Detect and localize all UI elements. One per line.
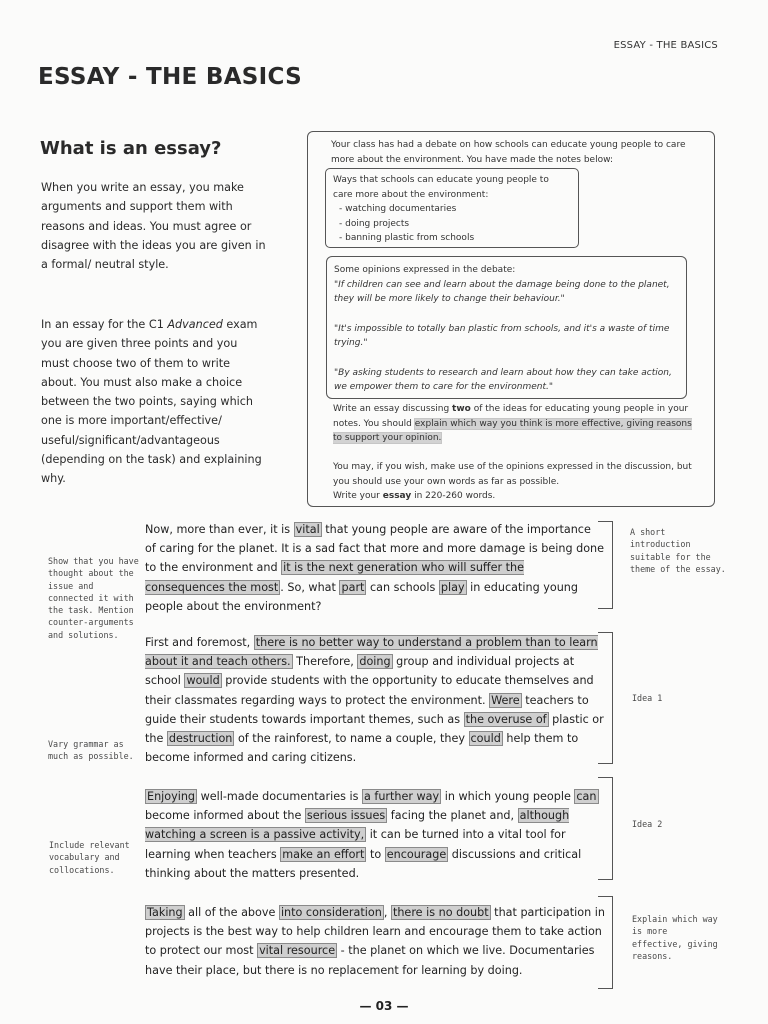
essay-paragraph-idea-2: Enjoying well-made documentaries is a further way in which young people can become informed about the serious issues facing the planet and, although watching a screen is a passive activity, it can be turned into a vital tool for learning when teachers make an effort to encourage discussions and critical thinking about the matters presented. — [145, 790, 597, 880]
notes-item: - watching documentaries — [333, 202, 571, 217]
highlighted-phrase: make an effort — [282, 847, 365, 861]
opinion-quote: "If children can see and learn about the damage being done to the planet, they will be more likely to change their behaviour." — [334, 279, 670, 304]
highlighted-phrase: although watching a screen is a passive activity, — [145, 809, 570, 842]
task-intro: Your class has had a debate on how schools can educate young people to care more about the environment. You have made the notes below: — [331, 140, 686, 165]
highlighted-phrase: vital resource — [259, 944, 336, 958]
highlighted-phrase: doing — [359, 655, 391, 669]
highlighted-phrase: Enjoying — [147, 790, 196, 803]
highlighted-phrase: can — [576, 790, 597, 803]
highlighted-phrase: it is the next generation who will suffer the consequences the most — [145, 561, 525, 594]
paragraph-bracket — [598, 777, 613, 880]
highlighted-phrase: would — [186, 674, 220, 688]
page-title: ESSAY - THE BASICS — [38, 64, 303, 90]
margin-note-right: Idea 1 — [632, 693, 663, 703]
intro-paragraph-2: In an essay for the C1 Advanced exam you are given three points and you must choose two of them to write about. You must also make a choice between the two points, saying which one is more important/effective/ useful/significant/advantageous (depending on the task) and explaining why. — [41, 318, 262, 486]
section-title: What is an essay? — [40, 138, 222, 159]
notes-heading: Ways that schools can educate young people to care more about the environment: — [333, 175, 549, 200]
highlighted-phrase: a further way — [363, 790, 440, 803]
paragraph-bracket — [598, 896, 613, 989]
essay-paragraph-conclusion: Taking all of the above into consideration , there is no doubt that participation in projects is the best way to help children learn and encourage them to take action to protect our most vital resource - the planet on which we live. Documentaries have their place, but there is no replacement for learning by doing. — [145, 906, 605, 977]
paragraph-bracket — [598, 632, 613, 764]
margin-note-left: Show that you have thought about the issue and connected it with the task. Mention counter-arguments and solutions. — [48, 556, 139, 640]
task-note: You may, if you wish, make use of the opinions expressed in the discussion, but you should use your own words as far as possible. Write your essay in 220-260 words. — [333, 462, 692, 501]
notes-box — [325, 168, 579, 248]
highlighted-phrase: vital — [295, 523, 320, 536]
opinion-quote: "By asking students to research and learn about how they can take action, we empower them to care for the environment." — [334, 367, 672, 392]
notes-item: - doing projects — [333, 217, 571, 232]
paragraph-bracket — [598, 521, 613, 609]
essay-paragraph-idea-1: First and foremost, there is no better way to understand a problem than to learn about it and teach others. Therefore, doing group and individual projects at school would provide students with the opportunity to educate themselves and their classmates regarding ways to protect the environment. Were teachers to guide their students towards important themes, such as the overuse of plastic or the destruction of the rainforest, to name a couple, they could help them to become informed and caring citizens. — [145, 636, 604, 765]
highlighted-phrase: encourage — [386, 847, 447, 861]
highlighted-phrase: play — [440, 580, 465, 594]
opinions-box — [326, 256, 687, 399]
highlighted-phrase: destruction — [168, 732, 233, 746]
notes-item: - banning plastic from schools — [333, 231, 571, 246]
highlighted-phrase: serious issues — [306, 809, 386, 823]
highlighted-phrase: part — [341, 580, 365, 594]
highlighted-phrase: could — [470, 732, 501, 746]
highlighted-phrase: into consideration — [280, 906, 382, 919]
margin-note-right: Explain which way is more effective, giving reasons. — [632, 914, 718, 961]
opinions-heading: Some opinions expressed in the debate: — [334, 265, 516, 275]
margin-note-left: Include relevant vocabulary and collocations. — [49, 840, 130, 875]
highlighted-phrase: Taking — [147, 906, 183, 919]
highlighted-phrase: there is no doubt — [392, 906, 489, 919]
margin-note-right: Idea 2 — [632, 819, 663, 829]
margin-note-right: A short introduction suitable for the theme of the essay. — [630, 527, 726, 574]
intro-paragraph-1: When you write an essay, you make arguments and support them with reasons and ideas. You must agree or disagree with the ideas you are given in a formal/ neutral style. — [41, 181, 266, 272]
task-instruction: Write an essay discussing two of the ideas for educating young people in your notes. You should explain which way you think is more effective, giving reasons to support your opinion. — [333, 404, 692, 443]
highlighted-phrase: there is no better way to understand a problem than to learn about it and teach others. — [145, 636, 598, 669]
opinion-quote: "It's impossible to totally ban plastic from schools, and it's a waste of time trying." — [334, 323, 670, 348]
essay-paragraph-introduction: Now, more than ever, it is vital that young people are aware of the importance of caring for the planet. It is a sad fact that more and more damage is being done to the environment and it is the next generation who will suffer the consequences the most . So, what part can schools play in educating young people about the environment? — [145, 523, 605, 613]
instruction-highlight: explain which way you think is more effective, giving reasons to support your opinion. — [333, 418, 692, 443]
margin-note-left: Vary grammar as much as possible. — [48, 739, 134, 762]
highlighted-phrase: the overuse of — [465, 712, 547, 726]
page-number: — 03 — — [359, 999, 409, 1013]
running-head: ESSAY - THE BASICS — [613, 40, 718, 51]
notes-list — [333, 202, 571, 246]
highlighted-phrase: Were — [491, 693, 520, 707]
